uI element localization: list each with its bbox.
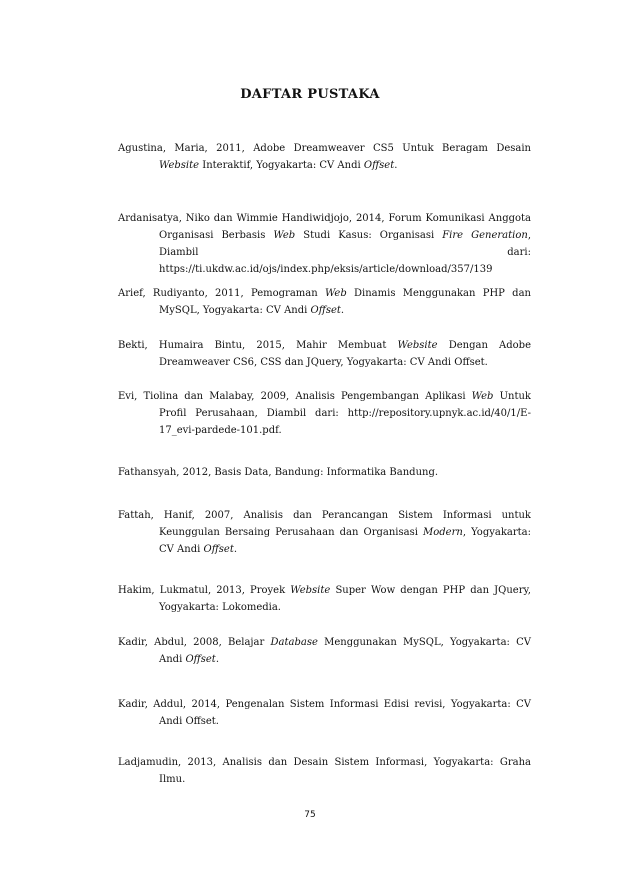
reference-text: Arief, Rudiyanto, 2011, Pemograman xyxy=(118,288,325,299)
reference-fathansyah xyxy=(118,464,531,481)
reference-arief xyxy=(118,285,531,319)
reference-agustina xyxy=(118,140,531,174)
reference-text: Studi Kasus: Organisasi xyxy=(295,230,443,241)
reference-text: Interaktif, Yogyakarta: CV Andi xyxy=(199,160,364,171)
reference-ardanisatya xyxy=(118,210,531,278)
reference-text: Untuk Profil Perusahaan, Diambil dari: http://repository.upnyk.ac.id/40/1/E-17_evi-pardede-101.pdf. xyxy=(159,391,531,436)
reference-text: Evi, Tiolina dan Malabay, 2009, Analisis Pengembangan Aplikasi xyxy=(118,391,472,402)
reference-evi xyxy=(118,388,531,439)
page-title: DAFTAR PUSTAKA xyxy=(240,87,380,102)
reference-text: Dengan Adobe Dreamweaver CS6, CSS dan JQuery, Yogyakarta: CV Andi Offset. xyxy=(159,340,531,368)
italic-term: Website xyxy=(397,340,438,351)
reference-text: Menggunakan MySQL, Yogyakarta: CV Andi xyxy=(159,637,531,665)
reference-text: Kadir, Addul, 2014, Pengenalan Sistem Informasi Edisi revisi, Yogyakarta: CV Andi Offset. xyxy=(118,699,531,727)
italic-term: Offset xyxy=(203,544,234,555)
reference-text: Fattah, Hanif, 2007, Analisis dan Perancangan Sistem Informasi untuk Keunggulan Bersaing Perusahaan dan Organisasi xyxy=(118,510,531,538)
italic-term: Fire Generation xyxy=(442,230,528,241)
reference-text: Super Wow dengan PHP dan JQuery, Yogyakarta: Lokomedia. xyxy=(159,585,531,613)
reference-text: , Yogyakarta: CV Andi xyxy=(159,527,531,555)
reference-bekti xyxy=(118,337,531,371)
italic-term: Website xyxy=(159,160,200,171)
reference-text: . xyxy=(215,654,219,665)
reference-text: . xyxy=(340,305,345,316)
reference-text: . xyxy=(233,544,238,555)
italic-term: Web xyxy=(324,288,347,299)
reference-ladjamudin xyxy=(118,754,531,788)
italic-term: Web xyxy=(273,230,296,241)
reference-text: Dinamis Menggunakan PHP dan MySQL, Yogyakarta: CV Andi xyxy=(159,288,531,316)
italic-term: Modern xyxy=(423,527,463,538)
italic-term: Offset xyxy=(310,305,341,316)
reference-text: . xyxy=(394,160,398,171)
italic-term: Offset xyxy=(363,160,395,171)
italic-term: Website xyxy=(290,585,331,596)
italic-term: Web xyxy=(471,391,494,402)
reference-text: Kadir, Abdul, 2008, Belajar xyxy=(118,637,271,648)
reference-text: Agustina, Maria, 2011, Adobe Dreamweaver CS5 Untuk Beragam Desain xyxy=(118,143,531,154)
reference-text: , Diambil dari: https://ti.ukdw.ac.id/ojs/index.php/eksis/article/download/357/139 xyxy=(159,230,531,275)
reference-text: Ladjamudin, 2013, Analisis dan Desain Sistem Informasi, Yogyakarta: Graha Ilmu. xyxy=(118,757,531,785)
reference-kadir-2014 xyxy=(118,696,531,730)
reference-text: Bekti, Humaira Bintu, 2015, Mahir Membuat xyxy=(118,340,398,351)
reference-fattah xyxy=(118,507,531,558)
reference-kadir-2008 xyxy=(118,634,531,668)
italic-term: Offset xyxy=(185,654,216,665)
reference-hakim xyxy=(118,582,531,616)
reference-text: Fathansyah, 2012, Basis Data, Bandung: Informatika Bandung. xyxy=(118,467,439,478)
page-number: 75 xyxy=(304,810,316,820)
reference-text: Ardanisatya, Niko dan Wimmie Handiwidjojo, 2014, Forum Komunikasi Anggota Organisasi Berbasis xyxy=(118,213,531,241)
italic-term: Database xyxy=(270,637,318,648)
reference-text: Hakim, Lukmatul, 2013, Proyek xyxy=(118,585,291,596)
